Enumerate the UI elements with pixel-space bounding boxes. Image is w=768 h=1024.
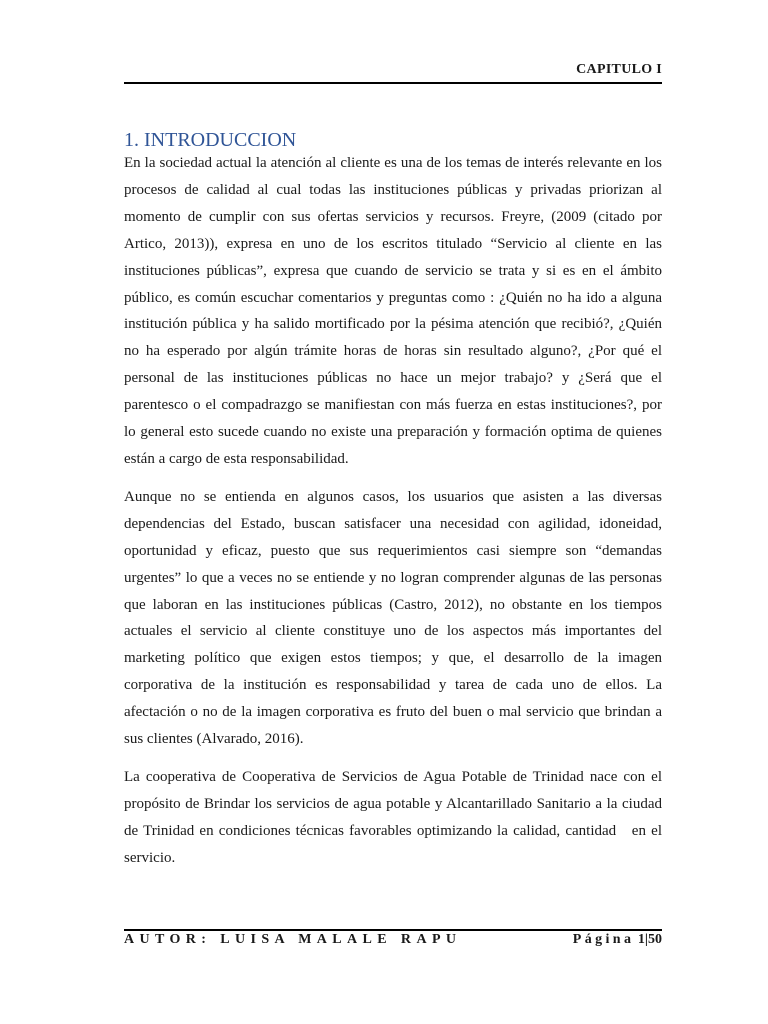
page-word: Página: [572, 932, 635, 947]
chapter-label: CAPITULO I: [576, 62, 662, 77]
paragraph: La cooperativa de Cooperativa de Servicios de Agua Potable de Trinidad nace con el propósito de Brindar los servicios de agua potable y Alcantarillado Sanitario a la ciudad de Trinidad en condiciones técnicas favorables optimizando la calidad, cantidad en el servicio.: [124, 768, 666, 866]
page-total: 50: [648, 932, 662, 947]
page-separator: |: [644, 932, 648, 947]
footer-author: AUTOR: LUISA MALALE RAPU: [124, 932, 462, 947]
section-title: 1. INTRODUCCION: [124, 129, 297, 151]
paragraph: Aunque no se entienda en algunos casos, los usuarios que asisten a las diversas dependencias del Estado, buscan satisfacer una necesidad con agilidad, idoneidad, oportunidad y eficaz, puesto que sus requerimientos casi siempre son “demandas urgentes” lo que a veces no se entiende y no logran comprender algunas de las personas que laboran en las instituciones públicas (Castro, 2012), no obstante en los tiempos actuales el servicio al cliente constituye uno de los aspectos más importantes del marketing político que exigen estos tiempos; y que, el desarrollo de la imagen corporativa de la institución es responsabilidad y tarea de cada uno de ellos. La afectación o no de la imagen corporativa es fruto del buen o mal servicio que brindan a sus clientes (Alvarado, 2016).: [124, 488, 666, 748]
page-number: 1: [637, 932, 645, 947]
body-text: [124, 150, 666, 883]
page-indicator: [536, 932, 662, 948]
header-rule: [124, 82, 662, 84]
running-header: [124, 62, 662, 78]
paragraph: En la sociedad actual la atención al cliente es una de los temas de interés relevante en los procesos de calidad al cual todas las instituciones públicas y privadas priorizan al momento de cumplir con sus ofertas servicios y recursos. Freyre, (2009 (citado por Artico, 2013)), expresa en uno de los escritos titulado “Servicio al cliente en las instituciones públicas”, expresa que cuando de servicio se trata y si es en el ámbito público, es común escuchar comentarios y preguntas como : ¿Quién no ha ido a alguna institución pública y ha salido mortificado por la pésima atención que recibió?, ¿Quién no ha esperado por algún trámite horas de horas sin resultado alguno?, ¿Por qué el personal de las instituciones públicas no hace un mejor trabajo? y ¿Será que el parentesco o el compadrazgo se manifiestan con más fuerza en estas instituciones?, por lo general esto sucede cuando no existe una preparación y formación optima de quienes están a cargo de esta responsabilidad.: [124, 155, 666, 467]
footer-rule: [124, 929, 662, 931]
